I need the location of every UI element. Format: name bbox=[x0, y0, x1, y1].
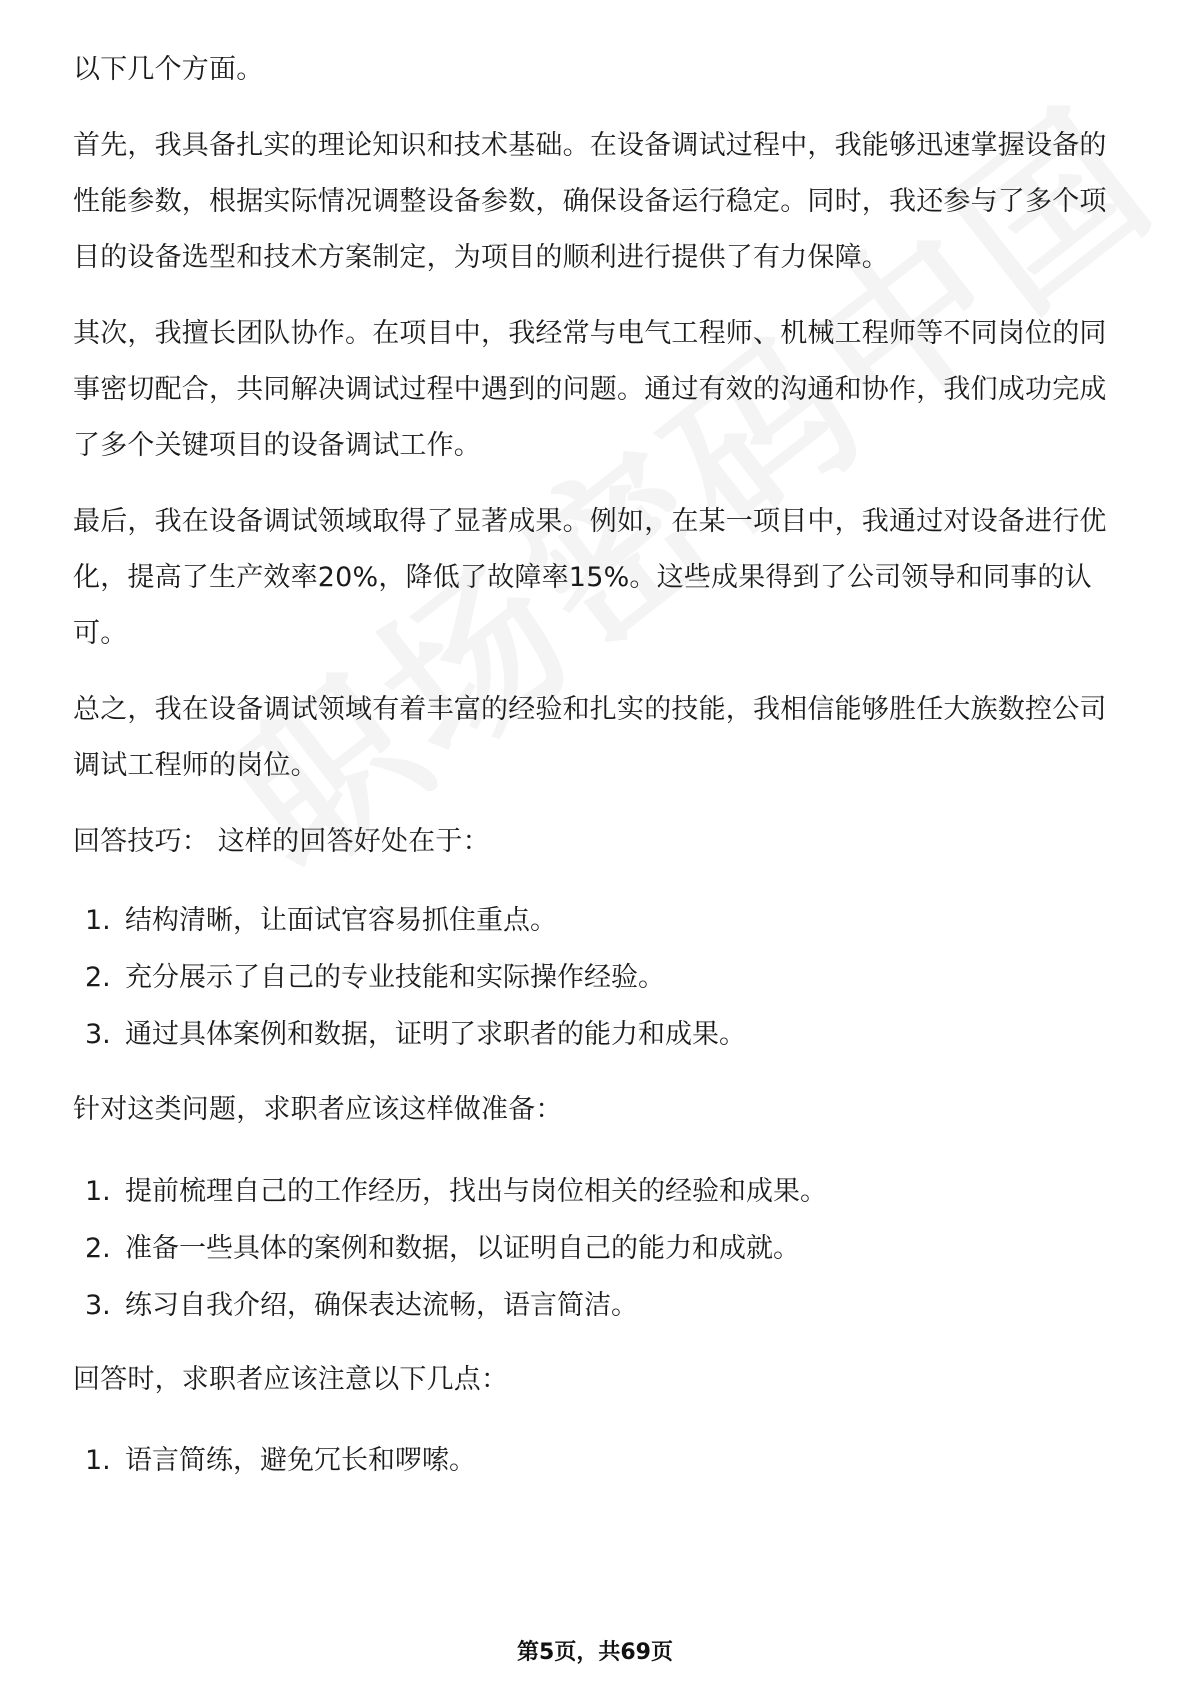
paragraph-conclusion: 总之，我在设备调试领域有着丰富的经验和扎实的技能，我相信能够胜任大族数控公司调试工程师的岗位。 bbox=[73, 694, 1107, 781]
tips-list bbox=[73, 892, 1118, 1063]
list-text: 语言简练，避免冗长和啰嗦。 bbox=[125, 1445, 476, 1476]
paragraph-intro: 以下几个方面。 bbox=[73, 54, 264, 85]
paragraph-prepare-heading: 针对这类问题，求职者应该这样做准备： bbox=[73, 1094, 563, 1125]
attention-list bbox=[73, 1432, 1118, 1489]
list-number: 3. bbox=[85, 1019, 111, 1050]
list-item bbox=[73, 1163, 1118, 1220]
list-text: 准备一些具体的案例和数据，以证明自己的能力和成就。 bbox=[125, 1233, 800, 1264]
list-number: 2. bbox=[85, 1233, 111, 1264]
paragraph-attention-heading: 回答时，求职者应该注意以下几点： bbox=[73, 1364, 509, 1395]
list-item bbox=[73, 1432, 1118, 1489]
list-number: 1. bbox=[85, 1445, 111, 1476]
list-text: 练习自我介绍，确保表达流畅，语言简洁。 bbox=[125, 1290, 638, 1321]
list-text: 提前梳理自己的工作经历，找出与岗位相关的经验和成果。 bbox=[125, 1176, 827, 1207]
list-item bbox=[73, 892, 1118, 949]
list-number: 2. bbox=[85, 962, 111, 993]
list-item bbox=[73, 1006, 1118, 1063]
paragraph-tips-heading: 回答技巧： 这样的回答好处在于： bbox=[73, 826, 490, 857]
list-text: 充分展示了自己的专业技能和实际操作经验。 bbox=[125, 962, 665, 993]
list-item bbox=[73, 1220, 1118, 1277]
list-number: 3. bbox=[85, 1290, 111, 1321]
paragraph-second: 其次，我擅长团队协作。在项目中，我经常与电气工程师、机械工程师等不同岗位的同事密切配合，共同解决调试过程中遇到的问题。通过有效的沟通和协作，我们成功完成了多个关键项目的设备调试工作。 bbox=[73, 318, 1107, 461]
paragraph-third: 最后，我在设备调试领域取得了显著成果。例如，在某一项目中，我通过对设备进行优化，提高了生产效率20%，降低了故障率15%。这些成果得到了公司领导和同事的认可。 bbox=[73, 506, 1107, 649]
list-number: 1. bbox=[85, 1176, 111, 1207]
prepare-list bbox=[73, 1163, 1118, 1334]
list-item bbox=[73, 1277, 1118, 1334]
paragraph-first: 首先，我具备扎实的理论知识和技术基础。在设备调试过程中，我能够迅速掌握设备的性能参数，根据实际情况调整设备参数，确保设备运行稳定。同时，我还参与了多个项目的设备选型和技术方案制定，为项目的顺利进行提供了有力保障。 bbox=[73, 130, 1107, 273]
list-text: 通过具体案例和数据，证明了求职者的能力和成果。 bbox=[125, 1019, 746, 1050]
list-number: 1. bbox=[85, 905, 111, 936]
page-footer: 第5页，共69页 bbox=[517, 1640, 673, 1665]
list-item bbox=[73, 949, 1118, 1006]
list-text: 结构清晰，让面试官容易抓住重点。 bbox=[125, 905, 557, 936]
